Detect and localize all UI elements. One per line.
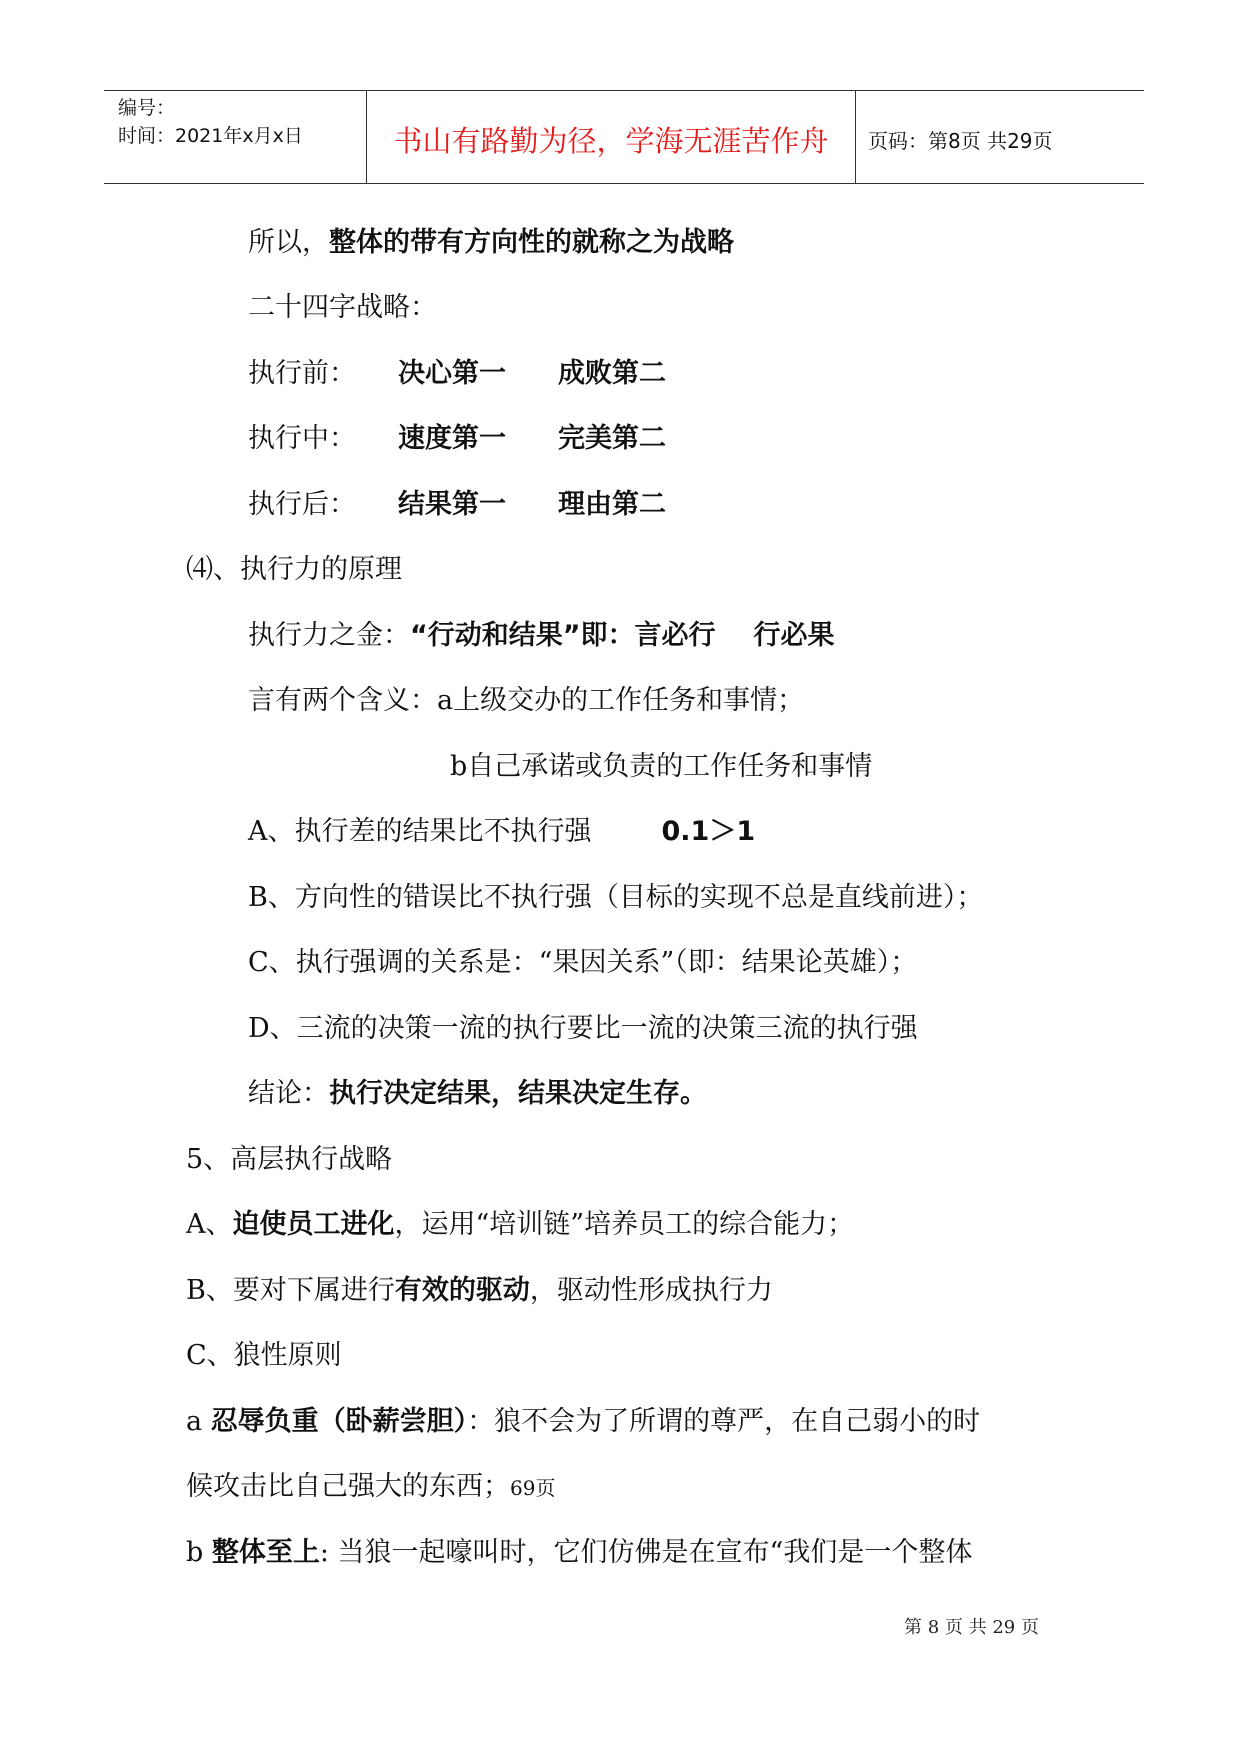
document-time-label: 时间：2021年x月x日	[118, 125, 303, 147]
bold-text-run: 整体至上	[211, 1537, 320, 1568]
strategy-row-before	[248, 357, 666, 391]
paragraph-line: C、狼性原则	[186, 1340, 342, 1371]
paragraph-line	[186, 1536, 972, 1570]
text-run: 候攻击比自己强大的东西；	[186, 1471, 510, 1502]
bold-text-run: 迫使员工进化	[232, 1209, 395, 1240]
text-run: B、要对下属进行	[186, 1275, 395, 1306]
row-label: 执行后：	[248, 489, 356, 520]
paragraph-line: B、方向性的错误比不执行强（目标的实现不总是直线前进）；	[248, 882, 984, 913]
paragraph-line: D、三流的决策一流的执行要比一流的决策三流的执行强	[248, 1013, 918, 1044]
header-middle-cell	[366, 91, 856, 183]
text-run: 结论：	[248, 1078, 329, 1109]
paragraph-line	[248, 619, 835, 653]
bold-text-run: 有效的驱动	[394, 1275, 530, 1306]
bold-text-run: 行必果	[753, 620, 835, 651]
text-run: 执行力之金：	[248, 620, 410, 651]
page-footer: 第 8 页 共 29 页	[904, 1617, 1039, 1638]
text-run: : 当狼一起嚎叫时，它们仿佛是在宣布“我们是一个整体	[319, 1537, 973, 1568]
section-heading: 5、高层执行战略	[186, 1144, 393, 1175]
text-run: 所以，	[248, 227, 329, 258]
strategy-row-after	[248, 488, 666, 522]
page-reference: 69页	[510, 1476, 556, 1500]
header-page-label: 页码：第8页 共29页	[868, 129, 1053, 153]
text-run: ，运用“培训链”培养员工的综合能力；	[394, 1209, 855, 1240]
paragraph-line	[248, 815, 755, 849]
document-number-label: 编号：	[118, 97, 176, 119]
bold-text-run: 结果第一	[398, 489, 506, 520]
header-right-cell	[856, 91, 1144, 183]
paragraph-line	[186, 1470, 555, 1505]
text-run: b	[186, 1537, 212, 1568]
bold-text-run: 整体的带有方向性的就称之为战略	[329, 227, 734, 258]
paragraph-line: 二十四字战略：	[248, 292, 437, 323]
bold-text-run: 成败第二	[558, 358, 666, 389]
section-heading: ⑷、执行力的原理	[186, 554, 402, 585]
paragraph-line: 言有两个含义：a上级交办的工作任务和事情；	[248, 685, 805, 716]
header-motto: 书山有路勤为径，学海无涯苦作舟	[393, 124, 829, 158]
header-left-cell	[104, 91, 366, 183]
paragraph-line: C、执行强调的关系是：“果因关系”（即：结果论英雄）；	[248, 947, 918, 978]
bold-text-run: 0.1＞1	[661, 816, 756, 847]
paragraph-line	[186, 1274, 773, 1308]
bold-text-run: 完美第二	[558, 423, 666, 454]
bold-text-run: “行动和结果”即：言必行	[410, 620, 716, 651]
conclusion-line	[248, 1077, 707, 1111]
bold-text-run: 决心第一	[398, 358, 506, 389]
paragraph-line	[186, 1208, 854, 1242]
row-label: 执行前：	[248, 358, 356, 389]
paragraph-line: b自己承诺或负责的工作任务和事情	[450, 751, 873, 782]
text-run: ，驱动性形成执行力	[529, 1275, 773, 1306]
bold-text-run: 执行决定结果，结果决定生存。	[329, 1078, 707, 1109]
bold-text-run: 理由第二	[558, 489, 666, 520]
strategy-row-during	[248, 422, 666, 456]
header-table	[104, 90, 1144, 184]
bold-text-run: 忍辱负重（卧薪尝胆）	[210, 1406, 468, 1437]
text-run: A、	[186, 1209, 233, 1240]
text-run: A、执行差的结果比不执行强	[248, 816, 592, 847]
bold-text-run: 速度第一	[398, 423, 506, 454]
text-run: a	[186, 1406, 211, 1437]
text-run: ：狼不会为了所谓的尊严，在自己弱小的时	[467, 1406, 981, 1437]
paragraph-line	[248, 226, 734, 260]
row-label: 执行中：	[248, 423, 356, 454]
paragraph-line	[186, 1405, 980, 1439]
